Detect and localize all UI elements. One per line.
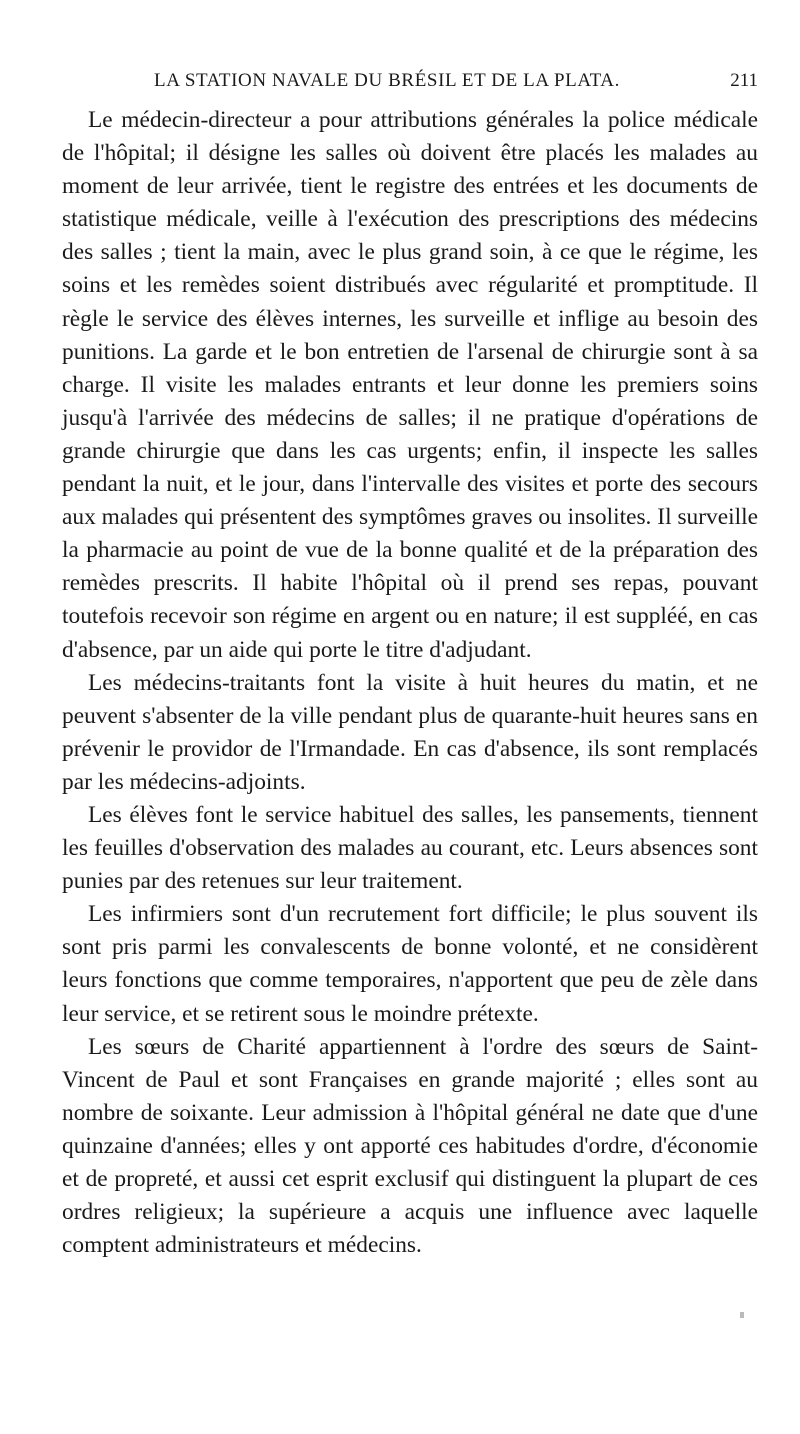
running-title: LA STATION NAVALE DU BRÉSIL ET DE LA PLATA. [154,70,620,91]
book-page [62,64,758,1262]
paragraph-eleves: Les élèves font le service habituel des salles, les pansements, tiennent les feuilles d'observation des malades au courant, etc. Leurs absences sont punies par des retenues sur leur traitement. [62,801,758,895]
paragraph-soeurs-de-charite: Les sœurs de Charité appartiennent à l'ordre des sœurs de Saint-Vincent de Paul et sont Françaises en grande majorité ; elles sont au nombre de soixante. Leur admission à l'hôpital général ne date que d'une quinzaine d'années; elles y ont apporté ces habitudes d'ordre, d'économie et de propreté, et aussi cet esprit exclusif qui distinguent la plupart de ces ordres religieux; la supérieure a acquis une influence avec laquelle comptent administrateurs et médecins. [62,1033,758,1259]
paragraph-medecins-traitants: Les médecins-traitants font la visite à huit heures du matin, et ne peuvent s'absenter de la ville pendant plus de quarante-huit heures sans en prévenir le providor de l'Irmandade. En cas d'absence, ils sont remplacés par les médecins-adjoints. [62,669,758,795]
paragraph-infirmiers: Les infirmiers sont d'un recrutement fort difficile; le plus souvent ils sont pris parmi les convalescents de bonne volonté, et ne considèrent leurs fonctions que comme temporaires, n'apportent que peu de zèle dans leur service, et se retirent sous le moindre prétexte. [62,901,758,1027]
scan-speck [740,1312,744,1318]
paragraph-medecin-directeur: Le médecin-directeur a pour attributions générales la police médicale de l'hôpital; il désigne les salles où doivent être placés les malades au moment de leur arrivée, tient le registre des entrées et les documents de statistique médicale, veille à l'exécution des prescriptions des médecins des salles ; tient la main, avec le plus grand soin, à ce que le régime, les soins et les remèdes soient distribués avec régularité et promptitude. Il règle le service des élèves internes, les surveille et inflige au besoin des punitions. La garde et le bon entretien de l'arsenal de chirurgie sont à sa charge. Il visite les malades entrants et leur donne les premiers soins jusqu'à l'arrivée des médecins de salles; il ne pratique d'opérations de grande chirurgie que dans les cas urgents; enfin, il inspecte les salles pendant la nuit, et le jour, dans l'intervalle des visites et porte des secours aux malades qui présentent des symptômes graves ou insolites. Il surveille la pharmacie au point de vue de la bonne qualité et de la préparation des remèdes prescrits. Il habite l'hôpital où il prend ses repas, pouvant toutefois recevoir son régime en argent ou en nature; il est suppléé, en cas d'absence, par un aide qui porte le titre d'adjudant. [62,107,758,663]
page-number: 211 [730,70,758,91]
running-header [62,64,758,104]
body-text [62,104,758,1262]
